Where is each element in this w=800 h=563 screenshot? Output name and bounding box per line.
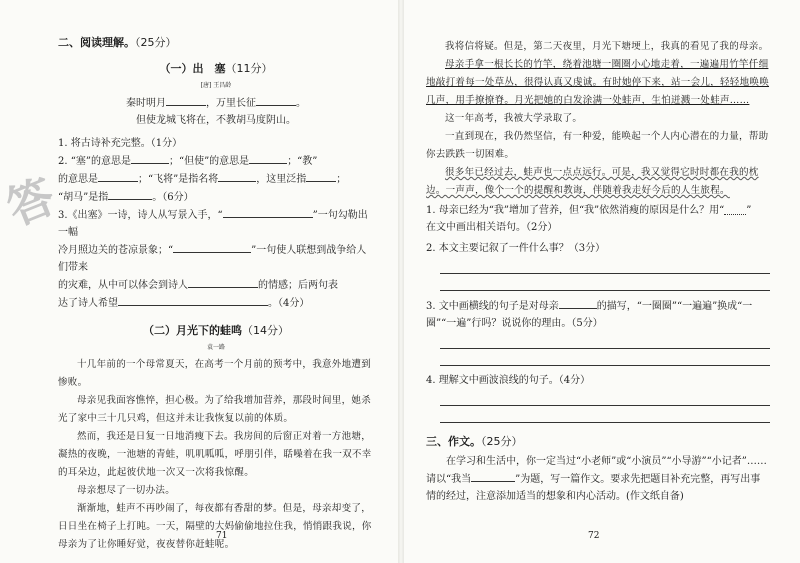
- part-1-title: （一）出 塞: [159, 62, 226, 75]
- sq3-a: 3. 文中画横线的句子是对母亲: [426, 301, 559, 312]
- story-paragraph-4: 母亲想尽了一切办法。: [77, 485, 176, 496]
- answer-blank[interactable]: [223, 206, 313, 218]
- poem: [58, 94, 374, 129]
- q3-h: 。（4分）: [268, 298, 310, 309]
- story-paragraph-8: 这一年高考，我被大学录取了。: [445, 113, 583, 124]
- story-question-4: 4. 理解文中画波浪线的句子。（4分）: [426, 375, 591, 386]
- q3-c: 冷月照边关的苍凉景象；“: [58, 245, 174, 256]
- wavy-mark-icon: [724, 206, 746, 215]
- answer-line[interactable]: [440, 389, 770, 406]
- essay-b: ”为题，写一篇作文。要求先把题目补充完整，再写出事情的经过，注意添加适当的想象和内心活动。(作文纸自备): [426, 474, 761, 502]
- story-paragraph-6: 我将信将疑。但是，第二天夜里，月光下塘埂上，我真的看见了我的母亲。: [445, 41, 769, 52]
- part-2-heading: [58, 322, 374, 338]
- story-paragraph-5: 渐渐地，蛙声不再吵闹了，每夜都有香甜的梦。但是，母亲却变了，日日坐在椅子上打盹。一天，隔壁的大妈偷偷地拉住我，悄悄跟我说，你母亲为了让你睡好觉，夜夜替你赶蛙呢。: [58, 503, 372, 550]
- question-3: [58, 206, 374, 312]
- q2-d: 的意思是: [58, 174, 98, 185]
- page-number-left: 71: [216, 531, 228, 541]
- q3-e: 的灾难，从中可以体会到诗人: [58, 280, 188, 291]
- q3-g: 达了诗人希望: [58, 298, 118, 309]
- section-3-title: 三、作文。: [426, 435, 481, 448]
- sq3-b: 的描写，“一圈圈”“一遍遍”换成“一: [596, 301, 753, 312]
- sq1-a: 1. 母亲已经为“我”增加了营养，但“我”依然消瘦的原因是什么？用“: [426, 205, 725, 216]
- poem-line-1-b: ，万里长征: [206, 98, 256, 109]
- answer-blank[interactable]: [249, 152, 287, 164]
- section-2-title: 二、阅读理解。: [58, 36, 135, 49]
- q2-a: 2. “塞”的意思是: [58, 156, 131, 167]
- answer-line[interactable]: [440, 332, 770, 349]
- poem-line-1: [58, 94, 374, 112]
- answer-blank[interactable]: [131, 152, 169, 164]
- poem-author: [唐] 王昌龄: [200, 82, 232, 89]
- section-3-heading: [426, 433, 770, 449]
- q2-e: ；“飞将”是指名将: [138, 174, 219, 185]
- poem-line-1-c: 。: [296, 98, 306, 109]
- story-question-3: [426, 297, 770, 332]
- poem-line-2: 但使龙城飞将在，不教胡马度阴山。: [136, 115, 296, 126]
- q3-f: 的情感；后两句表: [258, 280, 338, 291]
- story-question-2: 2. 本文主要记叙了一件什么事？（3分）: [426, 243, 606, 254]
- section-3-score: （25分）: [481, 435, 523, 448]
- question-1: 1. 将古诗补充完整。（1分）: [58, 138, 183, 149]
- essay-prompt: [426, 453, 770, 505]
- story-question-1: [426, 202, 770, 236]
- watermark-stamp: 答: [0, 168, 63, 236]
- q2-f: ，这里泛指: [256, 174, 307, 185]
- answer-blank[interactable]: [188, 276, 258, 288]
- story-author: 袁一路: [206, 344, 225, 351]
- story-paragraph-9: 一直到现在，我仍然坚信，有一种爱，能唤起一个人内心潜在的力量，帮助你去跌跌一切困难。: [426, 131, 769, 160]
- section-2-score: （25分）: [135, 36, 177, 49]
- answer-blank[interactable]: [166, 94, 206, 106]
- q3-b: ”一句勾勒出一幅: [58, 210, 368, 238]
- sq1-b: ”: [746, 205, 752, 216]
- answer-blank[interactable]: [173, 241, 251, 253]
- sq3-c: 圈”“一遍”行吗？说说你的理由。（5分）: [426, 318, 603, 329]
- story-paragraph-3: 然而，我还是日复一日地消瘦下去。我房间的后窗正对着一方池塘，凝热的夜晚，一池塘的青蛙，叽叽呱呱，呼朋引伴，聒噪着在我一双不幸的耳朵边，此起彼伏地一次又一次将我惊醒。: [58, 431, 372, 478]
- part-2-score: （14分）: [242, 324, 289, 337]
- q2-h: “胡马”是指: [58, 192, 109, 203]
- answer-blank[interactable]: [118, 294, 268, 306]
- answer-blank[interactable]: [108, 188, 152, 200]
- left-page: [0, 0, 398, 563]
- right-page: [404, 0, 800, 563]
- answer-blank[interactable]: [306, 170, 336, 182]
- part-1-heading: [58, 60, 374, 76]
- sq1-c: 在文中画出相关语句。（2分）: [426, 222, 558, 233]
- question-2: [58, 152, 374, 206]
- answer-blank[interactable]: [218, 170, 256, 182]
- q3-d: ”一句使人联想到战争给人们带来: [58, 245, 367, 273]
- answer-line[interactable]: [440, 274, 770, 291]
- answer-blank[interactable]: [471, 470, 515, 482]
- answer-blank[interactable]: [98, 170, 138, 182]
- section-2-heading: [58, 34, 374, 50]
- story-paragraph-7-underlined: 母亲手拿一根长长的竹竿，绕着池塘一圈圈小心地走着，一遍遍用竹竿仟细地敲打着每一处草丛，很得认真又虔诚。有时她停下来，站一会儿，轻轻地唤唤几声，用手撩撩脊。月光把她的白发涂满一处蛙声，生怕迸溅一处蛙声……: [426, 59, 770, 106]
- poem-line-1-a: 秦时明月: [126, 98, 166, 109]
- answer-line[interactable]: [440, 406, 770, 423]
- q2-i: 。（6分）: [152, 192, 194, 203]
- answer-blank[interactable]: [559, 297, 597, 309]
- q2-b: ；“但使”的意思是: [168, 156, 250, 167]
- page-number-right: 72: [588, 531, 600, 541]
- story-paragraph-1: 十几年前的一个母常夏天，在高考一个月前的预考中，我意外地遭到惨败。: [58, 359, 372, 388]
- q2-c: ；“教”: [287, 156, 318, 167]
- story-paragraph-2: 母亲见我面容憔悴，担心极。为了给我增加营养，那段时间里，她杀光了家中三十几只鸡，但这并未让我恢复以前的体质。: [58, 395, 372, 424]
- answer-blank[interactable]: [256, 94, 296, 106]
- part-1-score: （11分）: [225, 62, 273, 75]
- q2-g: ；: [336, 174, 347, 185]
- q3-a: 3.《出塞》一诗，诗人从写景入手，“: [58, 210, 223, 221]
- answer-line[interactable]: [440, 349, 770, 366]
- part-2-title: （二）月光下的蛙鸣: [143, 324, 242, 337]
- answer-line[interactable]: [440, 257, 770, 274]
- essay-a: 在学习和生活中，你一定当过“小老师”或“小演员”“小导游”“小记者”……请以“我当: [426, 456, 767, 485]
- story-paragraph-10-wavy: 很多年已经过去，蛙声也一点点远行。可是，我又觉得它时时都在我的枕边。一声声，像个一个的提醒和教诲，伴随着我走好今后的人生旅程。: [426, 167, 759, 196]
